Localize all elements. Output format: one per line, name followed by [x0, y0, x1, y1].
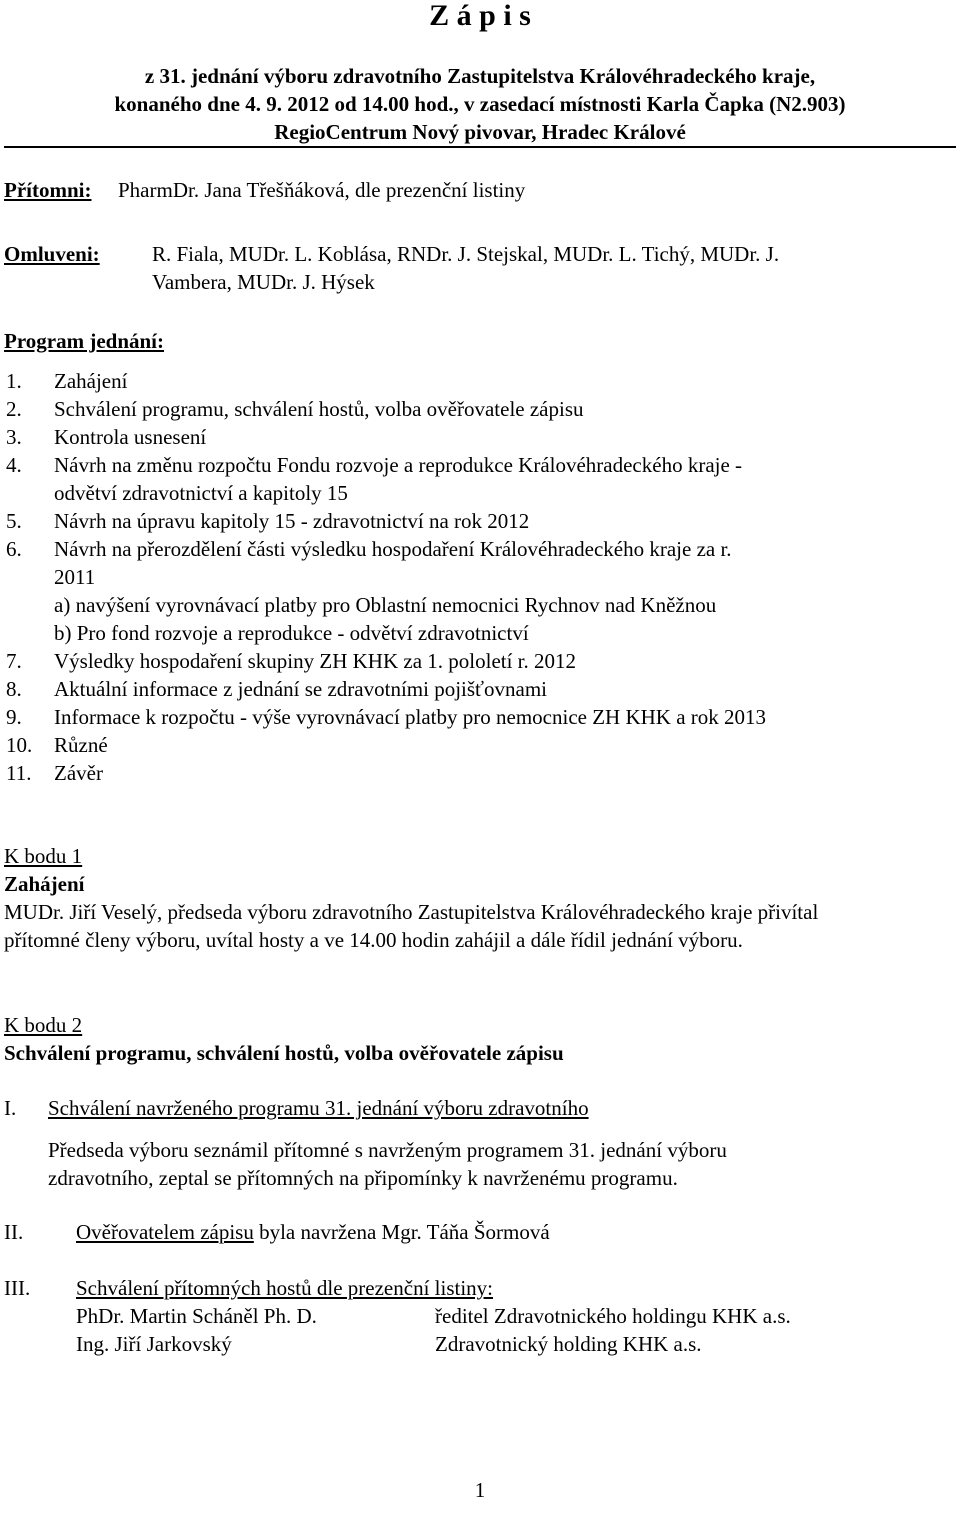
program-item-text: Aktuální informace z jednání se zdravotními pojišťovnami [54, 677, 548, 701]
section-2-text [76, 1218, 550, 1246]
section-1-line-2: zdravotního, zeptal se přítomných na připomínky k navrženému programu. [48, 1166, 678, 1190]
excused-line-1: R. Fiala, MUDr. L. Koblása, RNDr. J. Stejskal, MUDr. L. Tichý, MUDr. J. [152, 242, 780, 266]
present-label: Přítomni: [4, 178, 92, 202]
program-item-text: Schválení programu, schválení hostů, volba ověřovatele zápisu [54, 397, 584, 421]
header-divider [4, 146, 956, 148]
section-3-number: III. [4, 1276, 31, 1300]
program-item-text: Různé [54, 733, 108, 757]
header-line-2: konaného dne 4. 9. 2012 od 14.00 hod., v zasedací místnosti Karla Čapka (N2.903) [114, 92, 846, 116]
bod2-title: Schválení programu, schválení hostů, volba ověřovatele zápisu [4, 1041, 564, 1065]
guest-1-name: PhDr. Martin Scháněl Ph. D. [76, 1304, 317, 1328]
guest-1-role: ředitel Zdravotnického holdingu KHK a.s. [435, 1304, 791, 1328]
program-item-text: b) Pro fond rozvoje a reprodukce - odvětví zdravotnictví [54, 621, 529, 645]
program-item-text: 2011 [54, 565, 96, 589]
verifier-name: byla navržena Mgr. Táňa Šormová [253, 1220, 550, 1244]
program-item-text: Závěr [54, 761, 103, 785]
program-item-number: 7. [6, 649, 22, 673]
section-3-heading: Schválení přítomných hostů dle prezenční listiny: [76, 1276, 493, 1300]
program-item-number: 3. [6, 425, 22, 449]
bod2-label: K bodu 2 [4, 1013, 83, 1037]
program-item-number: 6. [6, 537, 22, 561]
program-item-text: Návrh na úpravu kapitoly 15 - zdravotnictví na rok 2012 [54, 509, 530, 533]
program-item-number: 5. [6, 509, 22, 533]
section-1-number: I. [4, 1096, 17, 1120]
bod1-label: K bodu 1 [4, 844, 83, 868]
program-item-text: Návrh na přerozdělení části výsledku hospodaření Královéhradeckého kraje za r. [54, 537, 732, 561]
program-item-number: 2. [6, 397, 22, 421]
program-item-text: Výsledky hospodaření skupiny ZH KHK za 1. pololetí r. 2012 [54, 649, 577, 673]
header-line-3: RegioCentrum Nový pivovar, Hradec Králové [274, 120, 686, 144]
section-1-line-1: Předseda výboru seznámil přítomné s navrženým programem 31. jednání výboru [48, 1138, 727, 1162]
program-item-number: 11. [6, 761, 32, 785]
excused-label: Omluveni: [4, 242, 100, 266]
program-item-text: Informace k rozpočtu - výše vyrovnávací platby pro nemocnice ZH KHK a rok 2013 [54, 705, 767, 729]
program-item-text: a) navýšení vyrovnávací platby pro Oblastní nemocnici Rychnov nad Kněžnou [54, 593, 717, 617]
bod1-text-line-2: přítomné členy výboru, uvítal hosty a ve 14.00 hodin zahájil a dále řídil jednání výboru. [4, 928, 743, 952]
program-item-text: Kontrola usnesení [54, 425, 207, 449]
verifier-label: Ověřovatelem zápisu [76, 1220, 254, 1244]
guest-2-name: Ing. Jiří Jarkovský [76, 1332, 232, 1356]
section-2-number: II. [4, 1220, 24, 1244]
document-title: Z á p i s [429, 0, 531, 32]
bod1-title: Zahájení [4, 872, 85, 896]
guest-2-role: Zdravotnický holding KHK a.s. [435, 1332, 702, 1356]
program-item-number: 4. [6, 453, 22, 477]
program-item-number: 10. [6, 733, 33, 757]
present-value: PharmDr. Jana Třešňáková, dle prezenční listiny [118, 178, 526, 202]
bod1-text-line-1: MUDr. Jiří Veselý, předseda výboru zdravotního Zastupitelstva Královéhradeckého kraje přivítal [4, 900, 819, 924]
section-1-heading: Schválení navrženého programu 31. jednání výboru zdravotního [48, 1096, 589, 1120]
program-item-number: 9. [6, 705, 22, 729]
program-item-text: odvětví zdravotnictví a kapitoly 15 [54, 481, 348, 505]
program-heading: Program jednání: [4, 329, 165, 353]
program-item-text: Návrh na změnu rozpočtu Fondu rozvoje a reprodukce Královéhradeckého kraje - [54, 453, 743, 477]
program-item-number: 8. [6, 677, 22, 701]
program-item-number: 1. [6, 369, 22, 393]
page-number: 1 [474, 1478, 486, 1502]
header-line-1: z 31. jednání výboru zdravotního Zastupitelstva Královéhradeckého kraje, [144, 64, 816, 88]
excused-line-2: Vambera, MUDr. J. Hýsek [152, 270, 375, 294]
program-item-text: Zahájení [54, 369, 128, 393]
